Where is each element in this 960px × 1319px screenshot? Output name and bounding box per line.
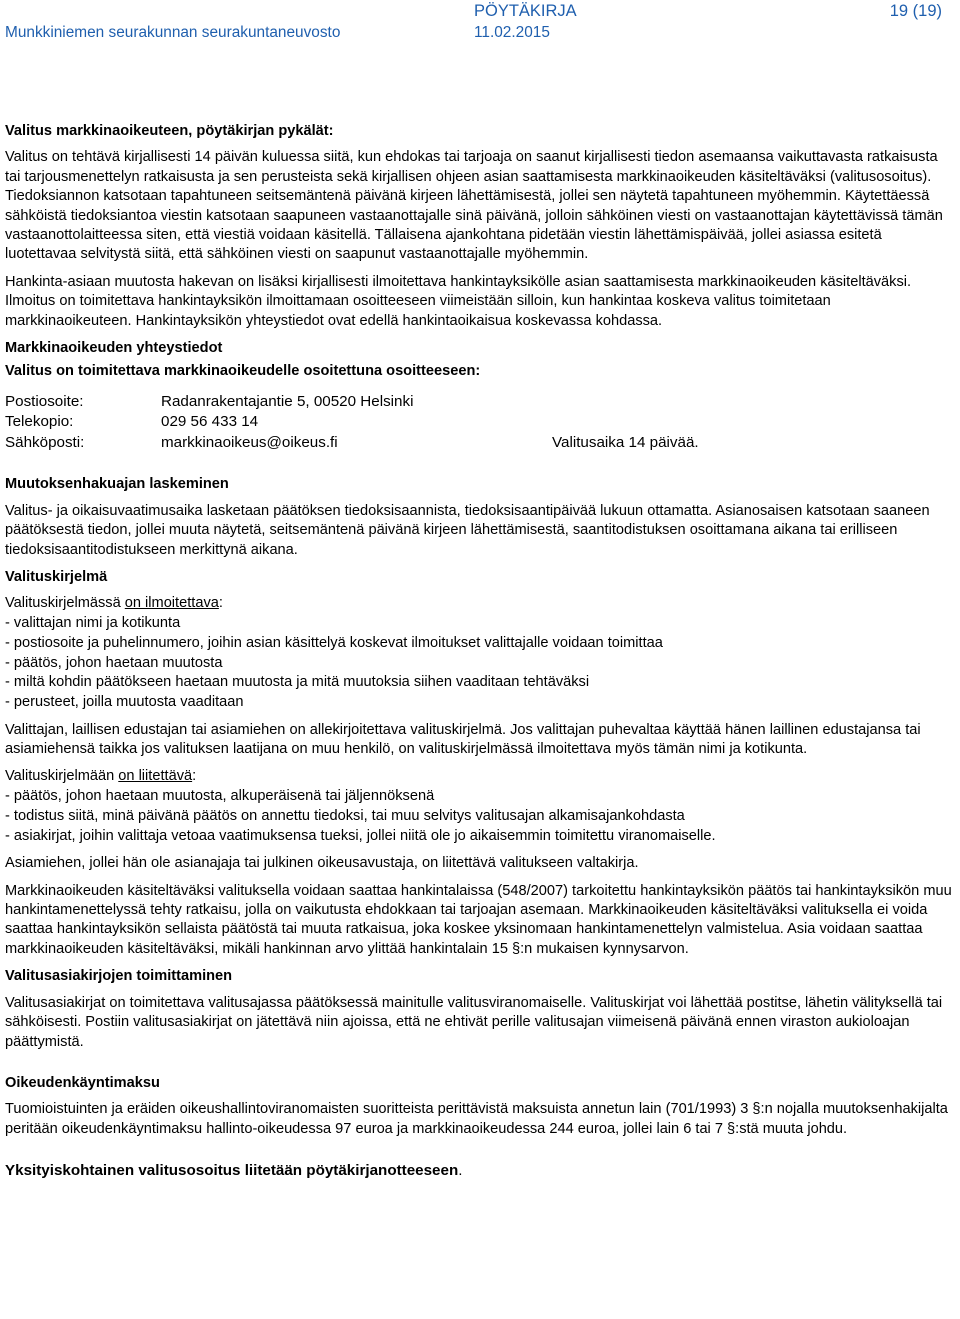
paragraph: Valitusasiakirjat on toimitettava valitusajassa päätöksessä mainitulle valitusviranomaiselle. Valituskirjat voi lähettää postitse, lähetin välityksellä tai sähköisesti. Postiin valitusasiakirjat on jätettävä niin ajoissa, että ne ehtivät perille valitusajan viimeisenä päivänä ennen viraston aukioloajan päättymistä. xyxy=(5,994,943,1050)
contact-row-postal xyxy=(5,392,955,413)
paragraph: Tuomioistuinten ja eräiden oikeushallintoviranomaisten suoritteista perittävistä maksuista annetun lain (701/1993) 3 §:n nojalla muutoksenhakijalta peritään oikeudenkäyntimaksu hallinto-oikeudessa 97 euroa ja markkinaoikeudessa 244 euroa, jollei lain 6 tai 7 §:stä muuta johdu. xyxy=(5,1101,948,1137)
section-heading: Valituskirjelmä xyxy=(5,569,108,585)
paragraph: Valitus on tehtävä kirjallisesti 14 päivän kuluessa siitä, kun ehdokas tai tarjoaja on saanut kirjallisesti tiedon asemaansa vaikuttavasta ratkaisusta tai tarjousmenettelyn ratkaisusta ja sen perusteista sekä kirjallisen ohjeen asian saattamisesta markkinaoikeuden käsiteltäväksi (valitusosoitus). Tiedoksiannon katsotaan tapahtuneen seitsemäntenä päivänä kirjeen lähettämisestä, jollei sen näytetä tapahtuneen myöhemmin. Käytettäessä sähköistä tiedoksiantoa viestin katsotaan saapuneen vastaanottajalle sinä päivänä, jolloin sähköinen viesti on vastaanottajan käytettävissä tämän vastaanottolaitteessa siten, että viestiä voidaan käsitellä. Tällaisena ajankohtana pidetään viestin lähettämispäivää, jollei asiassa esitetä luotettavaa selvitystä siitä, että sähköinen viesti on saapunut vastaanottajalle myöhemmin. xyxy=(5,149,943,263)
contact-value: 029 56 433 14 xyxy=(161,413,259,431)
section-heading: Valitus markkinaoikeuteen, pöytäkirjan pykälät: xyxy=(5,123,334,139)
attachments-list xyxy=(5,787,955,846)
section-subheading: Valitus on toimitettava markkinaoikeudelle osoitettuna osoitteeseen: xyxy=(5,363,481,380)
footer-bold-text: Yksityiskohtainen valitusosoitus liitetään pöytäkirjanotteeseen xyxy=(5,1162,459,1180)
list-item: - miltä kohdin päätökseen haetaan muutosta ja mitä muutoksia siihen vaaditaan tehtäväksi xyxy=(5,674,590,691)
footer-note: Yksityiskohtainen valitusosoitus liitetään pöytäkirjanotteeseen. xyxy=(5,1162,463,1180)
list-item: - päätös, johon haetaan muutosta, alkuperäisenä tai jäljennöksenä xyxy=(5,788,435,805)
document-body xyxy=(5,122,955,1189)
required-info-intro: Valituskirjelmässä on ilmoitettava: xyxy=(5,595,223,612)
contact-section xyxy=(5,339,955,453)
contact-label: Telekopio: xyxy=(5,413,74,431)
meeting-date: 11.02.2015 xyxy=(474,24,550,41)
required-info-list xyxy=(5,614,955,713)
contact-value: Radanrakentajantie 5, 00520 Helsinki xyxy=(161,392,414,410)
appeal-letter-section xyxy=(5,568,955,959)
contact-label: Postiosoite: xyxy=(5,392,84,410)
appeal-market-court-section xyxy=(5,122,955,331)
paragraph: Valitus- ja oikaisuvaatimusaika lasketaan päätöksen tiedoksisaannista, tiedoksisaantipäivää lukuun ottamatta. Asianosaisen katsotaan saaneen päätöksestä tiedon, jollei muuta näytetä, seitsemäntenä päivänä kirjeen lähettämisestä, saantitodistuksen osoittamana aikana tai erilliseen tiedoksisaantitodistukseen merkittynä aikana. xyxy=(5,502,930,558)
paragraph: Hankinta-asiaan muutosta hakevan on lisäksi kirjallisesti ilmoitettava hankintayksikölle asian saattamisesta markkinaoikeuden käsiteltäväksi. Ilmoitus on toimitettava hankintayksikön ilmoittamaan osoitteeseen viimeistään silloin, kun hankintaa koskeva valitus toimitetaan markkinaoikeuteen. Hankintayksikön yhteystiedot ovat edellä hankintaoikaisua koskevassa kohdassa. xyxy=(5,273,912,329)
email-address[interactable]: markkinaoikeus@oikeus.fi xyxy=(161,433,338,451)
appeal-period-note: Valitusaika 14 päivää. xyxy=(552,433,699,451)
section-heading: Valitusasiakirjojen toimittaminen xyxy=(5,968,233,985)
list-item: - todistus siitä, minä päivänä päätös on annettu tiedoksi, tai muu selvitys valitusajan alkamisajankohdasta xyxy=(5,807,685,824)
paragraph: Valittajan, laillisen edustajan tai asiamiehen on allekirjoitettava valituskirjelmä. Jos valittajan puhevaltaa käyttää hänen laillinen edustajansa tai asiamiehensä taikka jos valituksen laatijana on muu henkilö, on valituskirjelmässä ilmoitettava myös tämän nimi ja kotikunta. xyxy=(5,721,921,758)
section-heading: Oikeudenkäyntimaksu xyxy=(5,1074,160,1091)
section-heading: Markkinaoikeuden yhteystiedot xyxy=(5,340,223,357)
contact-label: Sähköposti: xyxy=(5,433,85,451)
list-item: - postiosoite ja puhelinnumero, joihin asian käsittelyä koskevat ilmoitukset valittajalle voidaan toimittaa xyxy=(5,634,663,651)
section-heading: Muutoksenhakuajan laskeminen xyxy=(5,476,229,493)
contact-details xyxy=(5,392,955,454)
list-item: - perusteet, joilla muutosta vaaditaan xyxy=(5,693,244,710)
delivery-section xyxy=(5,967,955,1052)
attachments-intro: Valituskirjelmään on liitettävä: xyxy=(5,768,197,785)
list-item: - valittajan nimi ja kotikunta xyxy=(5,615,181,632)
underlined-phrase: on liitettävä xyxy=(118,768,193,785)
contact-row-fax xyxy=(5,412,955,433)
contact-row-email xyxy=(5,433,955,454)
organization-name: Munkkiniemen seurakunnan seurakuntaneuvosto xyxy=(5,24,341,41)
list-item: - päätös, johon haetaan muutosta xyxy=(5,654,223,671)
document-type: PÖYTÄKIRJA xyxy=(474,2,577,20)
page-number: 19 (19) xyxy=(889,2,942,20)
list-item: - asiakirjat, joihin valittaja vetoaa vaatimuksensa tueksi, jollei niitä ole jo aikaisemmin toimitettu viranomaiselle. xyxy=(5,827,716,844)
calculation-section xyxy=(5,475,955,560)
paragraph: Asiamiehen, jollei hän ole asianajaja tai julkinen oikeusavustaja, on liitettävä valitukseen valtakirja. xyxy=(5,855,639,872)
underlined-phrase: on ilmoitettava xyxy=(124,595,219,612)
court-fee-section xyxy=(5,1074,955,1139)
paragraph: Markkinaoikeuden käsiteltäväksi valituksella voidaan saattaa hankintalaissa (548/2007) tarkoitettu hankintayksikön päätös tai hankintayksikön muu hankintamenettelyssä tehty ratkaisu, jolla on vaikutusta ehdokkaan tai tarjoajan asemaan. Markkinaoikeuden käsiteltäväksi valituksella ei voida saattaa hankintayksikön sellaista päätöstä tai muuta ratkaisua, joka koskee yksinomaan hankintamenettelyn valmistelua. Asia voidaan saattaa markkinaoikeuden käsiteltäväksi, mikäli hankinnan arvo ylittää hankintalain 15 §:n mukaisen kynnysarvon. xyxy=(5,882,952,957)
